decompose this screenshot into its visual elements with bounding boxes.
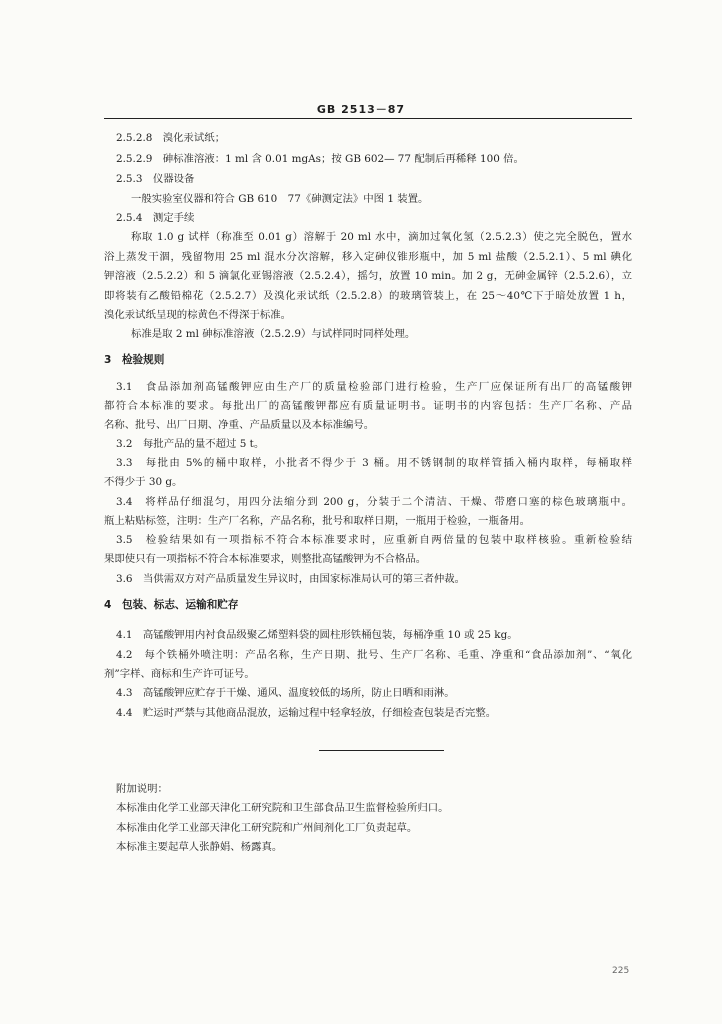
item-4-4: 4.4 贮运时严禁与其他商品混放，运输过程中轻拿轻放，仔细检查包装是否完整。 — [116, 707, 497, 719]
item-4-2-line: 剂”字样、商标和生产许可证号。 — [104, 668, 255, 680]
procedure-line: 浴上蒸发干涸，残留物用 25 ml 混水分次溶解，移入定砷仪锥形瓶中，加 5 ml 盐酸（2.5.2.1）、5 ml 碘化 — [104, 251, 632, 263]
item-3-3-line: 3.3 每批由 5%的桶中取样，小批者不得少于 3 桶。用不锈钢制的取样管插入桶内取样，每桶取样 — [116, 457, 632, 469]
procedure-line: 称取 1.0 g 试样（称准至 0.01 g）溶解于 20 ml 水中，滴加过氧化氢（2.5.2.3）使之完全脱色，置水 — [131, 231, 632, 243]
procedure-line: 钾溶液（2.5.2.2）和 5 滴氯化亚锡溶液（2.5.2.4），摇匀，放置 10 min。加 2 g，无砷金属锌（2.5.2.6），立 — [104, 270, 632, 282]
appendix-line: 本标准由化学工业部天津化工研究院和广州间剂化工厂负责起草。 — [116, 822, 418, 834]
running-header: GB 2513－87 — [316, 103, 406, 116]
item-3-4-line: 瓶上粘贴标签，注明：生产厂名称，产品名称，批号和取样日期，一瓶用于检验，一瓶备用。 — [104, 515, 531, 527]
item-2-5-4-heading: 2.5.4 测定手续 — [116, 212, 195, 224]
item-3-5-line: 果即使只有一项指标不符合本标准要求，则整批高锰酸钾为不合格品。 — [104, 553, 427, 565]
end-of-text-rule — [319, 750, 444, 751]
appendix-line: 本标准主要起草人张静娟、杨露真。 — [116, 841, 283, 853]
section-4-title: 4 包装、标志、运输和贮存 — [104, 599, 239, 611]
procedure-line: 即将装有乙酸铅棉花（2.5.2.7）及溴化汞试纸（2.5.2.8）的玻璃管装上，在 25～40℃下于暗处放置 1 h， — [104, 290, 632, 302]
item-3-1-line: 都符合本标准的要求。每批出厂的高锰酸钾都应有质量证明书。证明书的内容包括：生产厂名称、产品 — [104, 400, 632, 412]
item-3-1-line: 名称、批号、出厂日期、净重、产品质量以及本标准编号。 — [104, 419, 375, 431]
item-3-4-line: 3.4 将样品仔细混匀，用四分法缩分到 200 g，分装于二个清洁、干燥、带磨口塞的棕色玻璃瓶中。 — [116, 496, 632, 508]
section-3-title: 3 检验规则 — [104, 354, 165, 366]
item-4-2-line: 4.2 每个铁桶外喷注明：产品名称，生产日期、批号、生产厂名称、毛重、净重和“食品添加剂”、“氧化 — [116, 649, 632, 661]
item-3-3-line: 不得少于 30 g。 — [104, 476, 183, 488]
item-3-6: 3.6 当供需双方对产品质量发生异议时，由国家标准局认可的第三者仲裁。 — [116, 573, 466, 585]
item-2-5-2-8: 2.5.2.8 溴化汞试纸； — [116, 132, 226, 144]
header-rule — [104, 118, 632, 119]
item-4-1: 4.1 高锰酸钾用内衬食品级聚乙烯塑料袋的圆柱形铁桶包装，每桶净重 10 或 25 kg。 — [116, 629, 518, 641]
item-2-5-2-9: 2.5.2.9 砷标准溶液：1 ml 含 0.01 mgAs；按 GB 602— 77 配制后再稀释 100 倍。 — [116, 153, 524, 165]
procedure-line: 溴化汞试纸呈现的棕黄色不得深于标准。 — [104, 309, 292, 321]
page-number: 225 — [612, 966, 630, 976]
appendix-title: 附加说明： — [116, 783, 168, 795]
appendix-line: 本标准由化学工业部天津化工研究院和卫生部食品卫生监督检验所归口。 — [116, 802, 449, 814]
standard-treatment-line: 标准是取 2 ml 砷标准溶液（2.5.2.9）与试样同时同样处理。 — [131, 328, 416, 340]
item-2-5-3-text: 一般实验室仪器和符合 GB 610 77《砷测定法》中图 1 装置。 — [131, 193, 429, 205]
item-3-1-line: 3.1 食品添加剂高锰酸钾应由生产厂的质量检验部门进行检验，生产厂应保证所有出厂的高锰酸钾 — [116, 381, 632, 393]
item-4-3: 4.3 高锰酸钾应贮存于干燥、通风、温度较低的场所，防止日晒和雨淋。 — [116, 687, 455, 699]
item-3-5-line: 3.5 检验结果如有一项指标不符合本标准要求时，应重新自两倍量的包装中取样核验。重新检验结 — [116, 534, 632, 546]
item-2-5-3-heading: 2.5.3 仪器设备 — [116, 173, 195, 185]
item-3-2: 3.2 每批产品的量不超过 5 t。 — [116, 438, 265, 450]
